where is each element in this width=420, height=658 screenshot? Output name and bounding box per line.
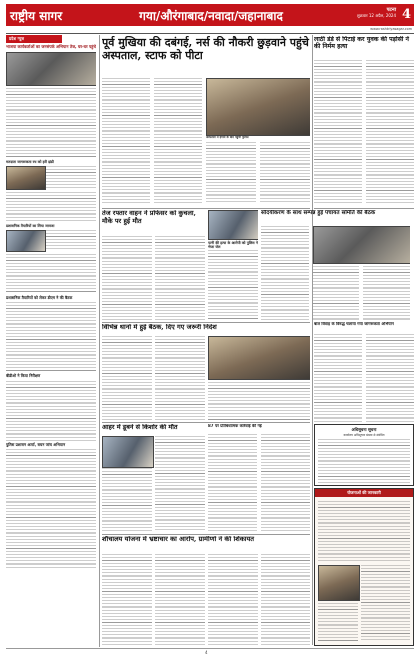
left-sub-headline-1: मतदाता जागरूकता रथ को हरी झंडी [6, 159, 54, 164]
story-2-headline: तेज रफ्तार वाहन ने प्रोफेसर को कुचला, मौके पर हुई मौत [102, 210, 196, 225]
story-6 [102, 424, 205, 532]
story-3-photo [208, 210, 258, 240]
left-photo-1 [6, 52, 96, 86]
paper-name: राष्ट्रीय सागर [10, 9, 63, 23]
lead-text-col-3 [206, 142, 256, 204]
story-5-text-1 [102, 336, 152, 420]
lead-photo [206, 78, 310, 136]
left-photo-2 [6, 166, 46, 190]
row-rule-4 [102, 534, 310, 535]
story-7-text-3 [208, 554, 258, 646]
right-top-story [314, 36, 414, 206]
footer-page-number: 4 [205, 650, 208, 655]
website-label: www.rashtriyasagar.com [370, 27, 412, 31]
left-photo-3 [6, 230, 46, 252]
notice-headline: अधिसूचना सूचना [351, 427, 377, 432]
story-2-text-2 [155, 236, 205, 320]
right-top-text-1 [314, 60, 362, 204]
ad-box [314, 488, 414, 646]
story-6-text-2 [155, 436, 205, 532]
story-4-text-1 [261, 226, 309, 320]
story-2 [102, 210, 205, 320]
story-8-text-2 [261, 434, 310, 532]
story-6-headline: आहर में डूबने से किशोर की मौत [102, 424, 178, 431]
masthead-date-block [357, 7, 396, 18]
story-7-headline: शौचालय योजना में भ्रष्टाचार का आरोप, ग्रामीणों ने की शिकायत [102, 536, 255, 543]
left-column [6, 35, 96, 647]
story-3-text [208, 250, 258, 320]
story-8-text-1 [208, 434, 257, 532]
left-text-block-8 [6, 449, 96, 569]
right-mid-headline: बाल विवाह के विरुद्ध चलाया गया जागरूकता अभियान [314, 322, 394, 326]
left-sub-headline-2: प्रशासनिक तैयारियों का लिया जायजा [6, 223, 55, 228]
row-rule-1 [102, 208, 310, 209]
masthead [6, 4, 414, 26]
story-7-text-4 [261, 554, 310, 646]
story-7 [102, 536, 310, 646]
ad-headline: योजनाओं की जानकारी [315, 489, 413, 497]
left-headline-1: भाजपा कार्यकर्ताओं का जनसंपर्क अभियान तेज, घर-घर पहुंचे [6, 44, 96, 49]
row-rule-2 [102, 322, 310, 323]
story-4-photo [313, 226, 410, 264]
right-top-headline: लाठी डंडे से पिटाई कर युवक की पड़ोसी ने की निर्मम हत्या [314, 36, 409, 51]
story-4-text-2 [313, 266, 359, 320]
date-label: शुक्रवार 12 अप्रैल, 2024 [356, 13, 396, 18]
lead-headline: पूर्व मुखिया की दबंगई, नर्स की नौकरी छुड़वाने पहुंचे अस्पताल, स्टाफ को पीटा [102, 36, 309, 62]
column-divider-left [99, 35, 100, 647]
left-text-block-6 [6, 302, 96, 372]
left-headline-5: पुलिस प्रशासन अलर्ट, सघन जांच अभियान [6, 441, 66, 447]
row-rule-right-1 [314, 208, 414, 209]
notice-body: कार्यालय अधिसूचना संख्या से संबंधित [343, 433, 385, 437]
story-2-text-1 [102, 236, 152, 320]
left-text-block-7 [6, 381, 96, 441]
right-mid-story [314, 322, 414, 422]
story-6-photo [102, 436, 154, 468]
ad-image [318, 565, 360, 601]
story-5-text-3 [208, 382, 310, 420]
left-text-block-2 [46, 166, 96, 188]
lead-text-col-2 [154, 78, 202, 204]
story-3 [208, 210, 258, 320]
notice-box [314, 424, 414, 486]
page-number: 4 [401, 7, 411, 22]
lead-photo-caption: अस्पताल में हंगामे के बाद पहुंची पुलिस [206, 135, 249, 139]
story-7-text-2 [155, 554, 205, 646]
story-5-photo [208, 336, 310, 380]
left-text-block-5 [6, 254, 96, 294]
ad-text-3 [318, 603, 358, 641]
story-7-text-1 [102, 554, 152, 646]
story-4-headline: सौंदर्यीकरण के साथ सम्पन्न हुई पंचायत समिति की बैठक [261, 210, 376, 216]
story-4 [261, 210, 410, 320]
story-8-headline: 87 पर प्रतिबंधात्मक कार्रवाई की गई [208, 424, 262, 428]
left-text-block-3 [6, 192, 96, 222]
edition-title: गया/औरंगाबाद/नवादा/जहानाबाद [139, 9, 283, 23]
masthead-rule [6, 33, 414, 34]
story-6-text-1 [102, 468, 152, 532]
row-rule-3 [102, 422, 310, 423]
story-5 [102, 324, 310, 420]
lead-text-col-1 [102, 78, 150, 204]
right-mid-text-2 [366, 334, 414, 422]
left-text-block-4 [46, 230, 96, 250]
ad-text-1 [318, 501, 410, 561]
story-5-text-2 [155, 336, 205, 420]
story-5-headline: विभिन्न थानों में हुई बैठक, दिए गए जरूरी निर्देश [102, 324, 217, 331]
lead-story [102, 36, 310, 206]
column-divider-right [312, 35, 313, 645]
right-mid-text-1 [314, 334, 362, 422]
right-top-text-2 [366, 60, 414, 204]
left-text-block-1 [6, 88, 96, 158]
lead-text-col-4 [260, 142, 310, 204]
story-3-headline: पत्नी की हत्या के आरोपी को पुलिस ने भेजा जेल [208, 241, 258, 250]
ad-text-2 [361, 565, 410, 641]
left-headline-3: प्रशासनिक तैयारियों को लेकर डीएम ने की बैठक [6, 295, 73, 300]
story-8 [208, 424, 310, 532]
notice-text [318, 439, 410, 483]
section-label: प्रदेश न्यूज [6, 35, 62, 43]
left-headline-4: बीडीओ ने किया निरीक्षण [6, 373, 41, 379]
footer-rule [6, 648, 414, 649]
story-4-text-3 [363, 266, 410, 320]
city-label: पटना [386, 7, 396, 13]
